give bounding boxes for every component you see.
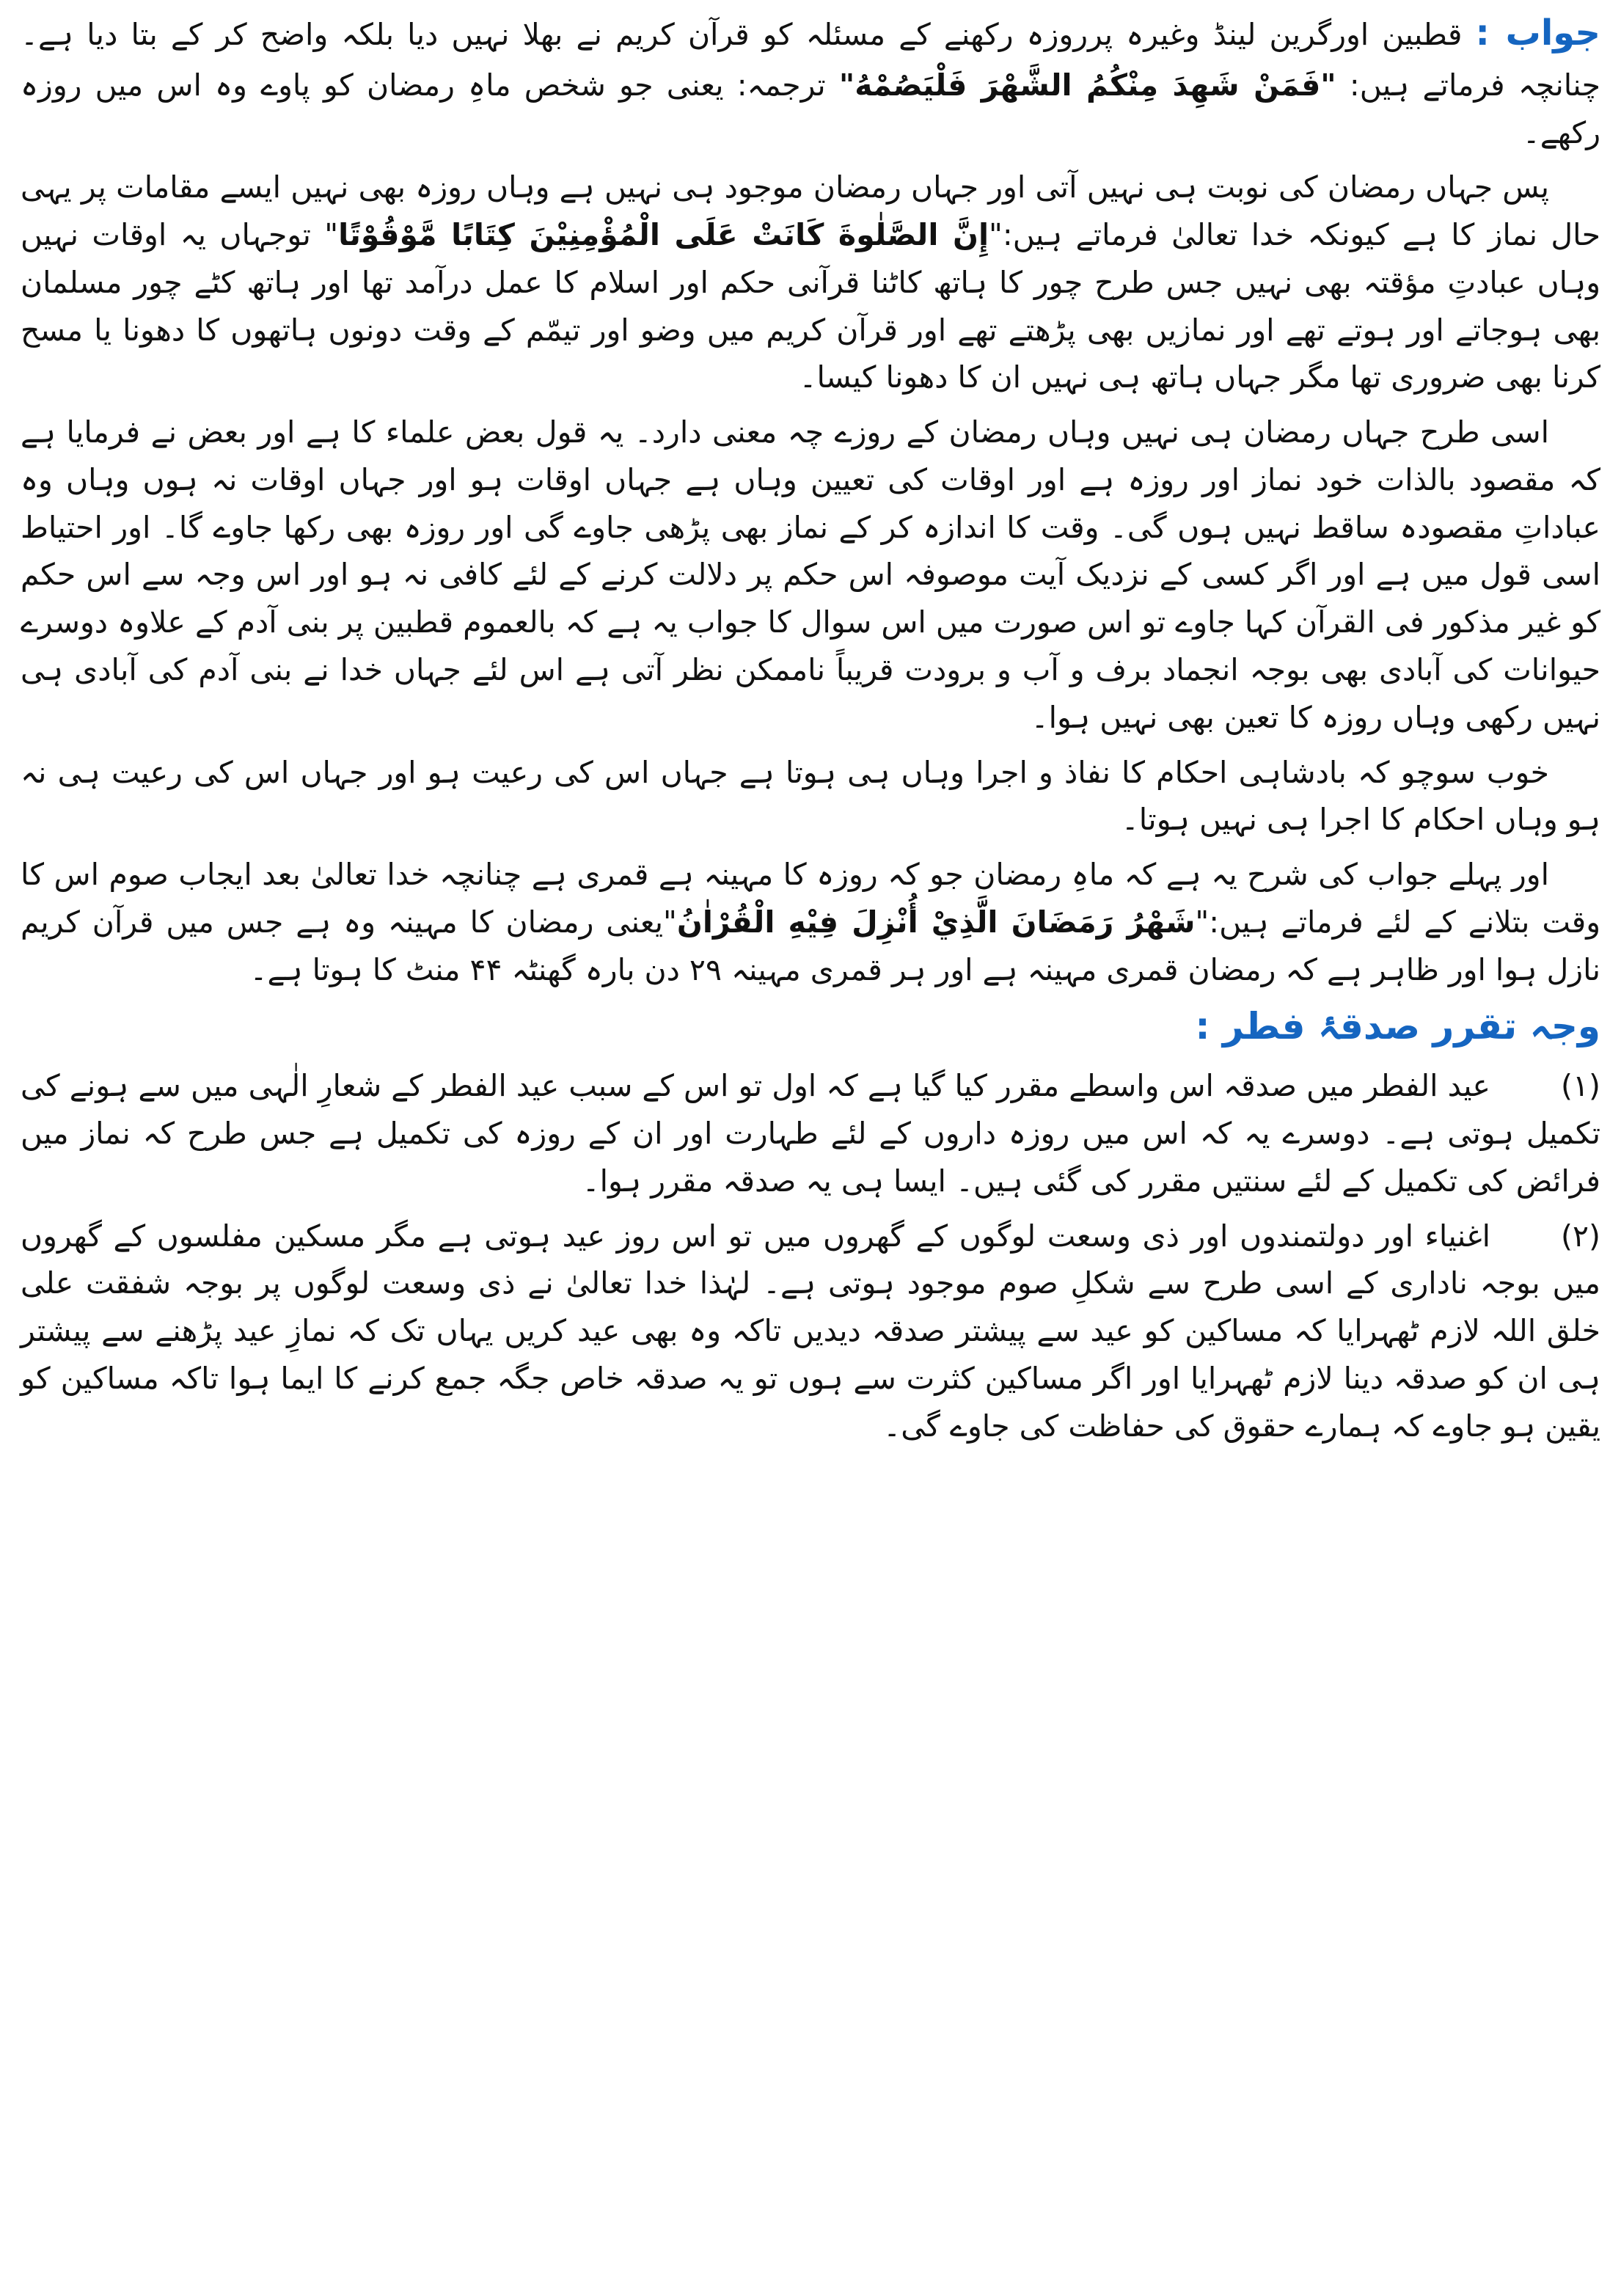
paragraph-text: اور پہلے جواب کی شرح یہ ہے کہ ماہِ رمضان جو کہ روزہ کا مہینہ ہے قمری ہے چنانچہ خدا تعالیٰ بعد ایجاب صوم اس کا وقت بتلانے کے لئے فرماتے ہیں:"	[21, 857, 1600, 940]
answer-label: جواب :	[1475, 12, 1600, 54]
list-item-text: عید الفطر میں صدقہ اس واسطے مقرر کیا گیا ہے کہ اول تو اس کے سبب عید الفطر کے شعارِ الٰہی میں سے ہونے کی تکمیل ہوتی ہے۔ دوسرے یہ کہ اس میں روزہ داروں کے لئے طہارت اور ان کے روزہ کی تکمیل ہے جس طرح کہ نماز میں فرائض کی تکمیل کے لئے سنتیں مقرر کی گئی ہیں۔ ایسا ہی یہ صدقہ مقرر ہوا۔	[21, 1068, 1600, 1199]
intro-paragraph	[21, 6, 1600, 156]
paragraph-text: اسی طرح جہاں رمضان ہی نہیں وہاں رمضان کے روزے چہ معنی دارد۔ یہ قول بعض علماء کا ہے اور بعض نے فرمایا ہے کہ مقصود بالذات خود نماز اور روزہ ہے اور اوقات کی تعیین وہاں ہے جہاں اوقات ہو اور جہاں اوقات نہ ہوں وہاں وہ عباداتِ مقصودہ ساقط نہیں ہوں گی۔ وقت کا اندازہ کر کے نماز بھی پڑھی جاوے گی اور روزہ بھی رکھا جاوے گا۔ اور احتیاط اسی قول میں ہے اور اگر کسی کے نزدیک آیت موصوفہ اس حکم پر دلالت کرنے کے لئے کافی نہ ہو اور اس وجہ سے اس حکم کو غیر مذکور فی القرآن کہا جاوے تو اس صورت میں اس سوال کا جواب یہ ہے کہ بالعموم قطبین پر بنی آدم کے علاوہ دوسرے حیوانات کی آبادی بھی بوجہ انجماد برف و آب و برودت قریباً ناممکن نظر آتی ہے اس لئے جہاں خدا نے بنی آدم کی آبادی ہی نہیں رکھی وہاں روزہ کا تعین بھی نہیں ہوا۔	[21, 414, 1600, 735]
paragraph-text: " توجہاں یہ اوقات نہیں وہاں عبادتِ مؤقتہ بھی نہیں جس طرح چور کا ہاتھ کاٹنا قرآنی حکم اور اسلام کا عمل درآمد تھا اور ہاتھ کٹے چور مسلمان بھی ہوجاتے اور ہوتے تھے اور نمازیں بھی پڑھتے تھے اور قرآن کریم میں وضو اور تیمّم کے وقت دونوں ہاتھوں کا دھونا یا مسح کرنا بھی ضروری تھا مگر جہاں ہاتھ ہی نہیں ان کا دھونا کیسا۔	[21, 217, 1600, 395]
intro-translation: ترجمہ: یعنی جو شخص ماہِ رمضان کو پاوے وہ اس میں روزہ رکھے۔	[21, 67, 1600, 150]
list-item	[21, 1213, 1600, 1450]
list-item	[21, 1062, 1600, 1204]
paragraph-text: خوب سوچو کہ بادشاہی احکام کا نفاذ و اجرا وہاں ہی ہوتا ہے جہاں اس کی رعیت ہو اور جہاں اس کی رعیت ہی نہ ہو وہاں احکام کا اجرا ہی نہیں ہوتا۔	[21, 754, 1600, 838]
paragraph-scholars-opinion	[21, 409, 1600, 741]
paragraph-no-ramadan	[21, 164, 1600, 401]
section-heading: وجہ تقرر صدقۂ فطر :	[1195, 1005, 1600, 1048]
list-item-text: اغنیاء اور دولتمندوں اور ذی وسعت لوگوں کے گھروں میں تو اس روز عید ہوتی ہے مگر مسکین مفلسوں کے گھروں میں بوجہ ناداری کے اسی طرح سے شکلِ صوم موجود ہوتی ہے۔ لہٰذا خدا تعالیٰ نے ذی وسعت لوگوں پر بوجہ شفقت علی خلق اللہ لازم ٹھہرایا کہ مساکین کو عید سے پیشتر صدقہ دیدیں تاکہ وہ بھی عید کریں یہاں تک کہ نمازِ عید پڑھنے سے پیشتر ہی ان کو صدقہ دینا لازم ٹھہرایا اور اگر مساکین کثرت سے ہوں تو یہ صدقہ خاص جگہ جمع کرنے کا ایما ہوا تاکہ مساکین کو یقین ہو جاوے کہ ہمارے حقوق کی حفاظت کی جاوے گی۔	[21, 1218, 1600, 1444]
intro-quran-verse: "فَمَنْ شَهِدَ مِنْكُمُ الشَّهْرَ فَلْيَصُمْهُ"	[838, 67, 1336, 103]
paragraph-text: "یعنی رمضان کا مہینہ وہ ہے جس میں قرآن کریم نازل ہوا اور ظاہر ہے کہ رمضان قمری مہینہ ہے اور ہر قمری مہینہ ۲۹ دن بارہ گھنٹہ ۴۴ منٹ کا ہوتا ہے۔	[21, 904, 1600, 987]
intro-text: قطبین اورگرین لینڈ وغیرہ پرروزہ رکھنے کے مسئلہ کو قرآن کریم نے بھلا نہیں دیا بلکہ واضح کر کے بتا دیا ہے۔ چنانچہ فرماتے ہیں:	[21, 17, 1600, 103]
list-item-number: (۲)	[1560, 1218, 1600, 1254]
paragraph-lunar-month	[21, 851, 1600, 993]
list-item-number: (۱)	[1560, 1068, 1600, 1104]
salah-quran-verse: إِنَّ الصَّلٰوةَ كَانَتْ عَلَى الْمُؤْمِنِيْنَ كِتَابًا مَّوْقُوْتًا	[338, 217, 989, 253]
ramadan-quran-verse: شَهْرُ رَمَضَانَ الَّذِيْ أُنْزِلَ فِيْهِ الْقُرْاٰنُ	[676, 904, 1196, 940]
document-page	[21, 6, 1600, 1458]
paragraph-royal-decrees	[21, 749, 1600, 844]
paragraph-text: پس جہاں رمضان کی نوبت ہی نہیں آتی اور جہاں رمضان موجود ہی نہیں ہے وہاں روزہ بھی نہیں ایسے مقامات پر یہی حال نماز کا ہے کیونکہ خدا تعالیٰ فرماتے ہیں:"	[21, 169, 1600, 253]
